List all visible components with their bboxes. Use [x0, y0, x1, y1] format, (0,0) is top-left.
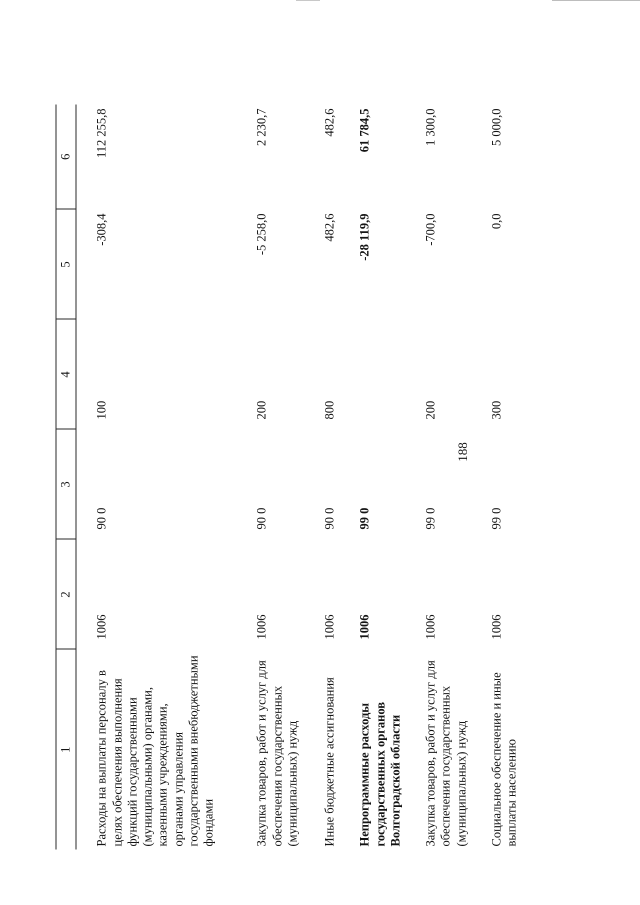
row-expense-type: 200	[423, 400, 437, 420]
row-name: Социальное обеспечение и иные выплаты населению	[488, 672, 518, 847]
table-row	[423, 105, 489, 850]
row-expense-type: 200	[254, 400, 269, 420]
row-section-code: 1006	[322, 614, 336, 640]
row-program-code: 90 0	[254, 507, 269, 530]
column-header-2: 2	[56, 540, 76, 650]
row-change-amount: 482,6	[322, 213, 336, 242]
row-expense-type: 800	[322, 400, 336, 420]
row-program-code: 99 0	[423, 507, 437, 530]
row-change-amount: 0,0	[488, 213, 503, 230]
row-change-amount: -308,4	[94, 213, 109, 246]
row-name: Закупка товаров, работ и услуг для обеспечения государственных (муниципальных) нужд	[423, 660, 468, 847]
row-section-code: 1006	[357, 614, 372, 640]
budget-table-container	[55, 105, 585, 850]
row-change-amount: -28 119,9	[357, 213, 372, 261]
scan-edge-mark	[296, 0, 320, 1]
table-row	[94, 105, 254, 850]
row-program-code: 99 0	[488, 507, 503, 530]
row-total-amount: 2 230,7	[254, 108, 269, 146]
table-row	[322, 105, 357, 850]
table-row	[254, 105, 322, 850]
row-total-amount: 61 784,5	[357, 108, 372, 153]
row-name: Закупка товаров, работ и услуг для обеспечения государственных (муниципальных) нужд	[254, 660, 299, 847]
row-total-amount: 112 255,8	[94, 108, 109, 159]
table-header-row	[56, 105, 76, 850]
column-header-5: 5	[56, 210, 76, 320]
page-number: 188	[455, 442, 470, 462]
row-total-amount: 1 300,0	[423, 108, 437, 146]
row-section-code: 1006	[488, 614, 503, 640]
row-name: Иные бюджетные ассигнования	[322, 677, 336, 847]
table-row	[489, 105, 520, 850]
row-total-amount: 482,6	[322, 108, 336, 137]
row-section-code: 1006	[254, 614, 269, 640]
row-name: Непрограммные расходы государственных органов Волгоградской области	[357, 701, 402, 847]
row-program-code: 90 0	[94, 507, 109, 530]
row-name: Расходы на выплаты персоналу в целях обеспечения выполнения функций государственными (муниципальными) органами, казенными учреждениями, органами управления государственными внебюджетными фондами	[94, 655, 215, 847]
row-expense-type	[357, 320, 423, 430]
table-row-subtotal	[357, 105, 423, 850]
column-header-3: 3	[56, 430, 76, 540]
row-program-code: 90 0	[322, 507, 336, 530]
row-total-amount: 5 000,0	[488, 108, 503, 146]
row-expense-type: 300	[488, 400, 503, 420]
column-header-4: 4	[56, 320, 76, 430]
row-section-code: 1006	[423, 614, 437, 640]
row-section-code: 1006	[94, 614, 109, 640]
row-program-code: 99 0	[357, 507, 372, 530]
column-header-1: 1	[56, 650, 76, 850]
column-header-6: 6	[56, 105, 76, 210]
row-change-amount: -700,0	[423, 213, 437, 246]
scan-edge-mark	[552, 0, 640, 1]
row-expense-type: 100	[94, 400, 109, 420]
row-change-amount: -5 258,0	[254, 213, 269, 256]
budget-table	[55, 105, 519, 850]
